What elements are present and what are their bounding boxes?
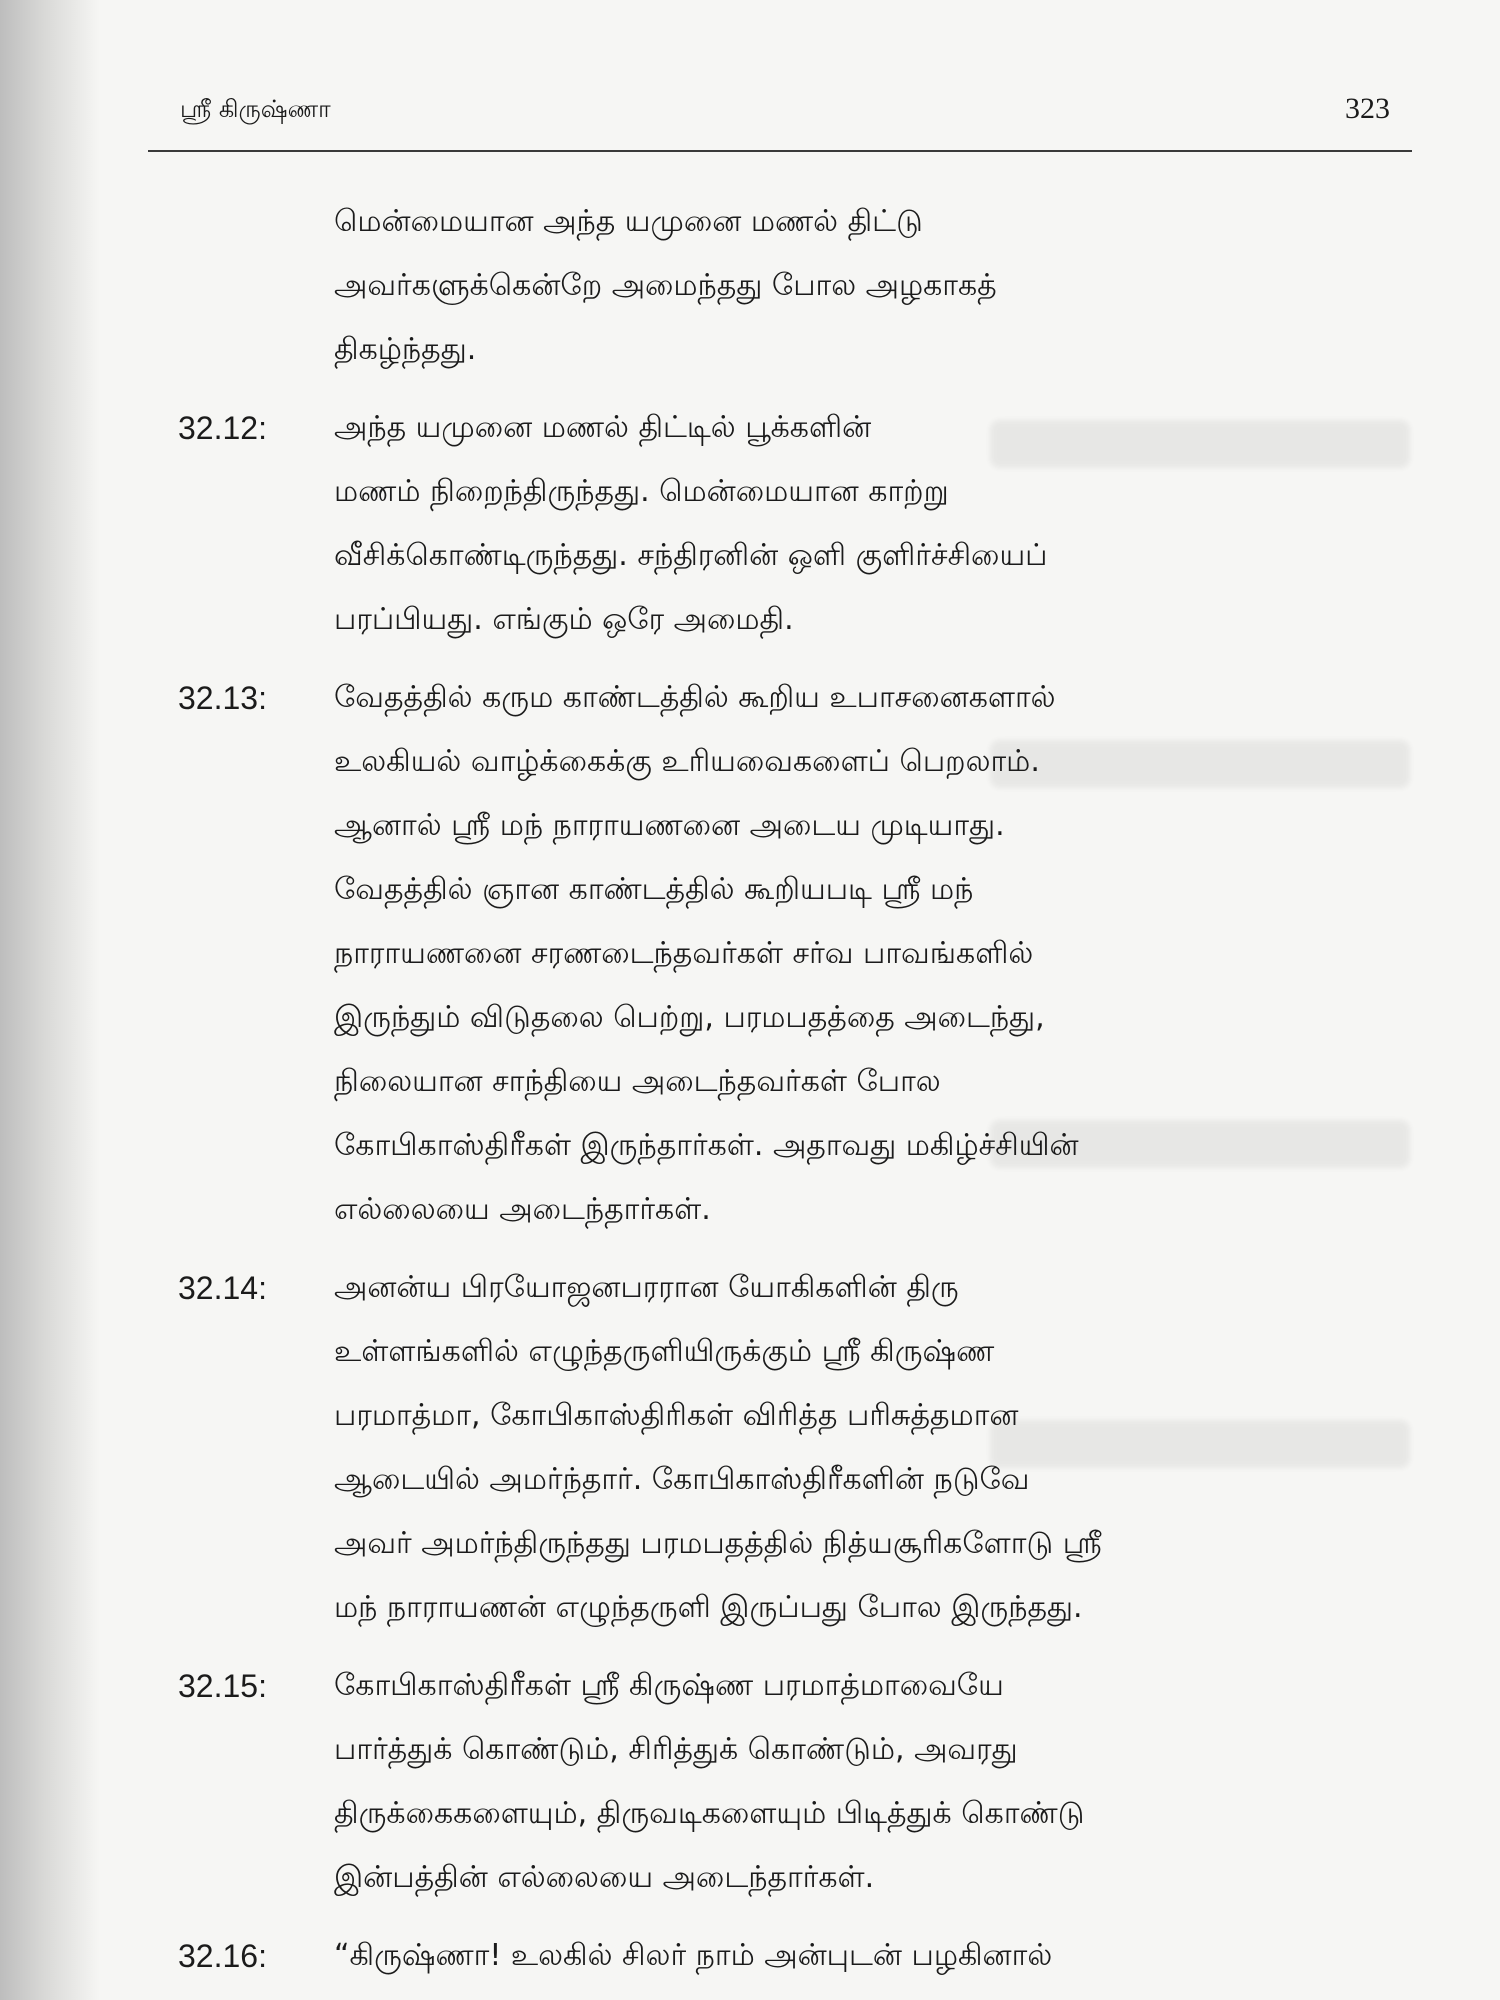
running-header-title: ஸ்ரீ கிருஷ்ணா [180, 95, 331, 123]
text-line: மணம் நிறைந்திருந்தது. மென்மையான காற்று [334, 474, 949, 509]
verse-text [334, 1256, 1408, 1640]
verse-32-15 [178, 1654, 1408, 1910]
text-line: எல்லையை அடைந்தார்கள். [334, 1192, 711, 1227]
text-line: கோபிகாஸ்திரீகள் ஸ்ரீ கிருஷ்ண பரமாத்மாவையே [334, 1668, 1004, 1703]
verse-number: 32.13: [178, 680, 267, 716]
text-line: உலகியல் வாழ்க்கைக்கு உரியவைகளைப் பெறலாம். [334, 744, 1040, 779]
verse-number: 32.14: [178, 1270, 267, 1306]
text-line: அவர் அமர்ந்திருந்தது பரமபதத்தில் நித்யசூரிகளோடு ஸ்ரீ [334, 1526, 1102, 1561]
text-line: இன்பத்தின் எல்லையை அடைந்தார்கள். [334, 1860, 875, 1895]
verse-32-16 [178, 1924, 1408, 1988]
text-line: ஆடையில் அமர்ந்தார். கோபிகாஸ்திரீகளின் நடுவே [334, 1462, 1030, 1497]
text-line: நாராயணனை சரணடைந்தவர்கள் சர்வ பாவங்களில் [334, 936, 1034, 971]
text-line: நிலையான சாந்தியை அடைந்தவர்கள் போல [334, 1064, 941, 1099]
verse-text [334, 1924, 1408, 1988]
page-body [178, 190, 1408, 1988]
text-line: பார்த்துக் கொண்டும், சிரித்துக் கொண்டும், அவரது [334, 1732, 1018, 1767]
text-line: அவர்களுக்கென்றே அமைந்தது போல அழகாகத் [334, 268, 997, 303]
page-number: 323 [1345, 92, 1390, 125]
text-line: உள்ளங்களில் எழுந்தருளியிருக்கும் ஸ்ரீ கிருஷ்ண [334, 1334, 995, 1369]
text-line: அந்த யமுனை மணல் திட்டில் பூக்களின் [334, 410, 872, 445]
binding-gutter-shadow [0, 0, 100, 2000]
header-rule [148, 150, 1412, 152]
verse-32-13 [178, 666, 1408, 1242]
verse-text [334, 666, 1408, 1242]
text-line: கோபிகாஸ்திரீகள் இருந்தார்கள். அதாவது மகிழ்ச்சியின் [334, 1128, 1079, 1163]
verse-text [334, 396, 1408, 652]
text-line: மந் நாராயணன் எழுந்தருளி இருப்பது போல இருந்தது. [334, 1590, 1083, 1625]
verse-32-14 [178, 1256, 1408, 1640]
text-line: வேதத்தில் ஞான காண்டத்தில் கூறியபடி ஸ்ரீ மந் [334, 872, 974, 907]
verse-number: 32.16: [178, 1938, 267, 1974]
text-line: வீசிக்கொண்டிருந்தது. சந்திரனின் ஒளி குளிர்ச்சியைப் [334, 538, 1048, 573]
text-line: திருக்கைகளையும், திருவடிகளையும் பிடித்துக் கொண்டு [334, 1796, 1085, 1831]
text-line: வேதத்தில் கரும காண்டத்தில் கூறிய உபாசனைகளால் [334, 680, 1056, 715]
verse-number: 32.12: [178, 410, 267, 446]
text-line: ஆனால் ஸ்ரீ மந் நாராயணனை அடைய முடியாது. [334, 808, 1005, 843]
text-line: இருந்தும் விடுதலை பெற்று, பரமபதத்தை அடைந்து, [334, 1000, 1045, 1035]
text-line: திகழ்ந்தது. [334, 332, 477, 367]
text-line: “கிருஷ்ணா! உலகில் சிலர் நாம் அன்புடன் பழகினால் [334, 1938, 1053, 1973]
text-line: பரப்பியது. எங்கும் ஒரே அமைதி. [334, 602, 794, 637]
text-line: மென்மையான அந்த யமுனை மணல் திட்டு [334, 204, 923, 239]
verse-number: 32.15: [178, 1668, 267, 1704]
verse-32-12 [178, 396, 1408, 652]
text-line: பரமாத்மா, கோபிகாஸ்திரிகள் விரித்த பரிசுத்தமான [334, 1398, 1019, 1433]
verse-text [334, 1654, 1408, 1910]
text-line: அனன்ய பிரயோஜனபரரான யோகிகளின் திரு [334, 1270, 959, 1305]
